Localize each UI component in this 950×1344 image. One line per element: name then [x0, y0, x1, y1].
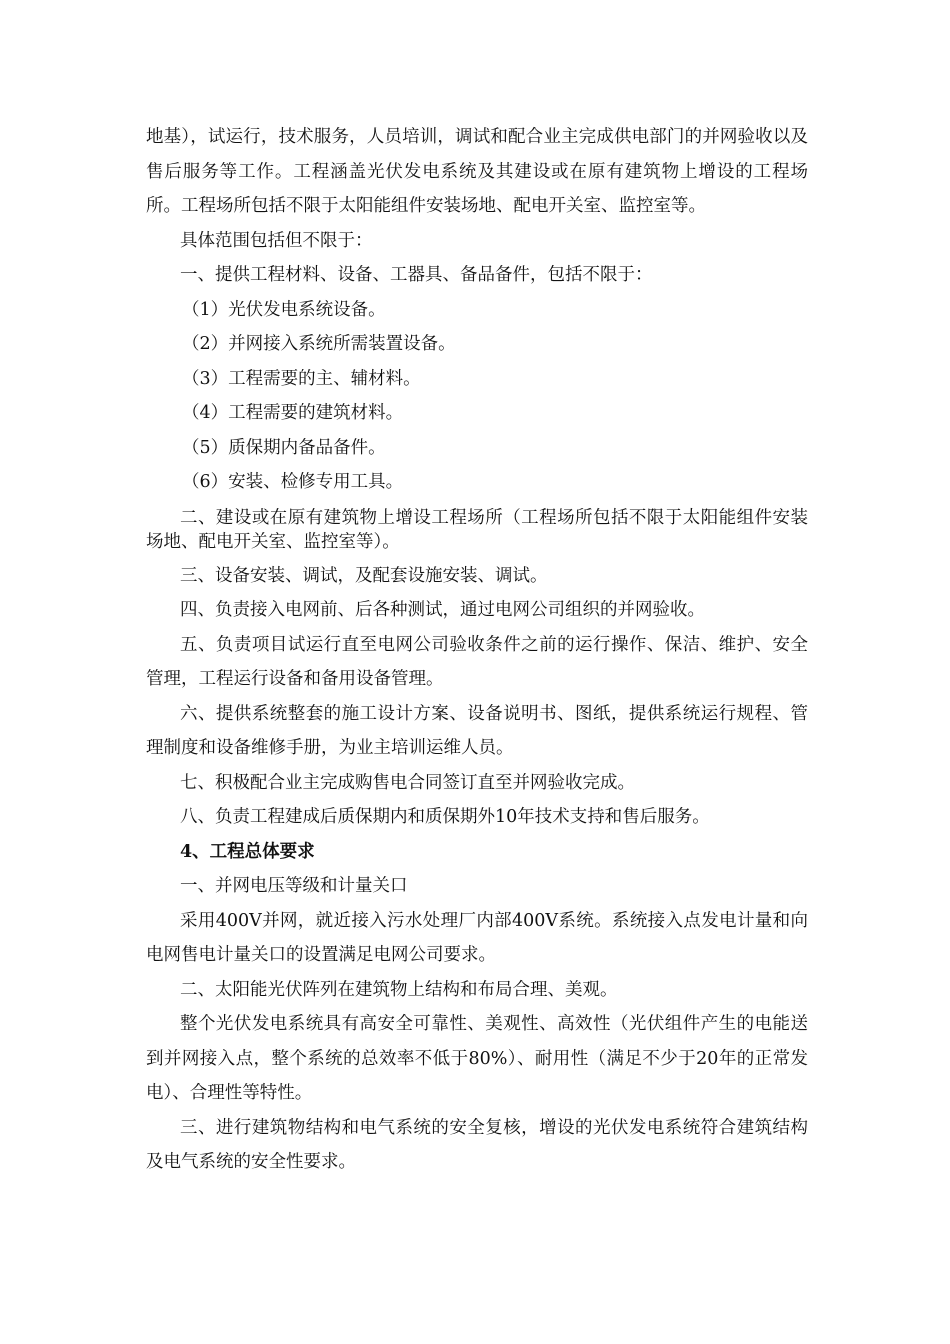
paragraph-item-2: 二、建设或在原有建筑物上增设工程场所（工程场所包括不限于太阳能组件安装场地、配电开关室、监控室等）。: [146, 507, 808, 552]
list-item: （6）安装、检修专用工具。: [182, 472, 404, 492]
paragraph-item-7: 七、积极配合业主完成购售电合同签订直至并网验收完成。: [180, 772, 635, 793]
paragraph-scope-heading: 具体范围包括但不限于：: [180, 230, 373, 251]
paragraph-req-1: 一、并网电压等级和计量关口: [180, 876, 408, 896]
paragraph-item-4: 四、负责接入电网前、后各种测试，通过电网公司组织的并网验收。: [180, 600, 705, 620]
paragraph-req-2-detail: 整个光伏发电系统具有高安全可靠性、美观性、高效性（光伏组件产生的电能送到并网接入点，整个系统的总效率不低于80%）、耐用性（满足不少于20年的正常发电）、合理性等特性。: [146, 1014, 808, 1103]
paragraph-req-1-detail: 采用400V并网，就近接入污水处理厂内部400V系统。系统接入点发电计量和向电网售电计量关口的设置满足电网公司要求。: [146, 910, 808, 965]
paragraph-item-8: 八、负责工程建成后质保期内和质保期外10年技术支持和售后服务。: [180, 807, 710, 827]
paragraph-scope-intro: 地基），试运行，技术服务，人员培训，调试和配合业主完成供电部门的并网验收以及售后服务等工作。工程涵盖光伏发电系统及其建设或在原有建筑物上增设的工程场所。工程场所包括不限于太阳能组件安装场地、配电开关室、监控室等。: [146, 127, 808, 216]
list-item: （4）工程需要的建筑材料。: [182, 403, 404, 423]
paragraph-req-2: 二、太阳能光伏阵列在建筑物上结构和布局合理、美观。: [180, 979, 618, 1000]
list-item: （3）工程需要的主、辅材料。: [182, 368, 421, 389]
list-item: （5）质保期内备品备件。: [182, 437, 386, 458]
list-item: （1）光伏发电系统设备。: [182, 299, 386, 320]
document-page: [146, 120, 808, 1180]
paragraph-req-3: 三、进行建筑物结构和电气系统的安全复核，增设的光伏发电系统符合建筑结构及电气系统的安全性要求。: [146, 1117, 808, 1172]
paragraph-item-1: 一、提供工程材料、设备、工器具、备品备件，包括不限于：: [180, 265, 653, 285]
list-item: （2）并网接入系统所需装置设备。: [182, 334, 456, 354]
section-heading: 4、工程总体要求: [180, 841, 315, 862]
paragraph-item-6: 六、提供系统整套的施工设计方案、设备说明书、图纸，提供系统运行规程、管理制度和设备维修手册，为业主培训运维人员。: [146, 703, 808, 758]
paragraph-item-3: 三、设备安装、调试，及配套设施安装、调试。: [180, 565, 548, 586]
paragraph-item-5: 五、负责项目试运行直至电网公司验收条件之前的运行操作、保洁、维护、安全管理，工程运行设备和备用设备管理。: [146, 634, 808, 689]
